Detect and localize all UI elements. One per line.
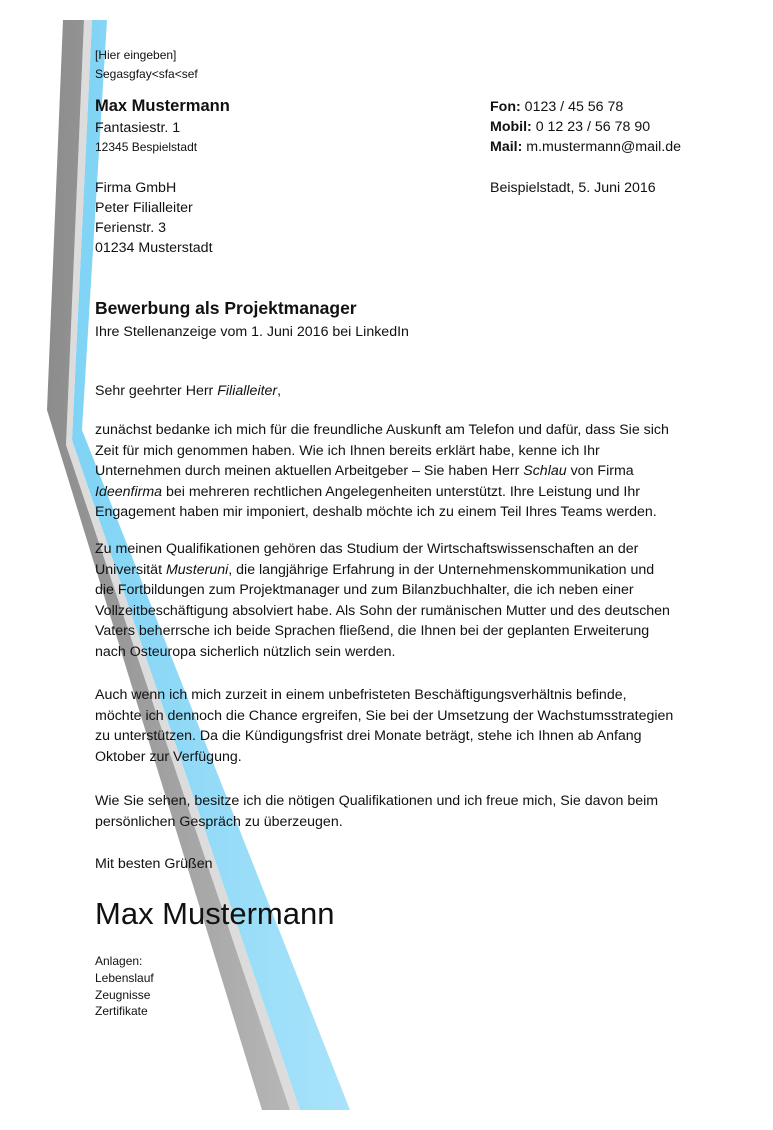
letter-date: Beispielstadt, 5. Juni 2016 <box>490 180 656 196</box>
recipient-company: Firma GmbH <box>95 180 177 196</box>
closing: Mit besten Grüßen <box>95 856 213 872</box>
paragraph-line: zunächst bedanke ich mich für die freundliche Auskunft am Telefon und dafür, dass Sie sich <box>95 422 669 438</box>
paragraph-line: zu unterstützen. Da die Kündigungsfrist drei Monate beträgt, stehe ich Ihnen ab Anfang <box>95 728 642 745</box>
paragraph-line: persönlichen Gespräch zu überzeugen. <box>95 813 343 830</box>
placeholder-line-2[interactable]: Segasgfay<sfa<sef <box>95 67 198 81</box>
paragraph-line: nach Osteuropa sicherlich nützlich sein werden. <box>95 643 396 660</box>
paragraph-line: die Fortbildungen zum Projektmanager und zum Bilanzbuchhalter, die ich neben einer <box>95 582 634 599</box>
paragraph-line: möchte ich dennoch die Chance ergreifen, Sie bei der Umsetzung der Wachstumsstrategien <box>95 707 674 724</box>
salutation-name: Filialleiter <box>217 383 278 399</box>
attachments-heading: Anlagen: <box>95 954 143 968</box>
attachment-item: Zeugnisse <box>95 988 151 1002</box>
paragraph-line: Vollzeitbeschäftigung absolviert habe. Als Sohn der rumänischen Mutter und des deutschen <box>95 602 670 619</box>
fon-value: 0123 / 45 56 78 <box>520 99 624 115</box>
text-run: bei mehreren rechtlichen Angelegenheiten unterstützt. Ihre Leistung und Ihr <box>162 483 640 500</box>
text-run-italic: Musteruni <box>165 561 229 578</box>
paragraph-line: Wie Sie sehen, besitze ich die nötigen Qualifikationen und ich freue mich, Sie davon beim <box>95 793 659 809</box>
paragraph-line: Engagement haben mir imponiert, deshalb möchte ich zu einem Teil Ihres Teams werden. <box>95 504 657 521</box>
sender-name: Max Mustermann <box>95 97 230 115</box>
recipient-city: 01234 Musterstadt <box>95 240 213 256</box>
paragraph-line <box>95 560 715 581</box>
salutation-suffix: , <box>277 383 282 399</box>
subject-title: Bewerbung als Projektmanager <box>95 298 357 318</box>
paragraph-1 <box>95 420 715 523</box>
contact-fon <box>490 97 623 117</box>
paragraph-4 <box>95 791 715 832</box>
sender-city: 12345 Bespielstadt <box>95 140 198 154</box>
subject-reference: Ihre Stellenanzeige vom 1. Juni 2016 bei LinkedIn <box>95 324 409 340</box>
contact-mobil <box>490 117 650 137</box>
paragraph-line: Vaters beherrsche ich beide Sprachen fließend, die Ihnen bei der geplanten Erweiterung <box>95 623 650 640</box>
paragraph-line <box>95 461 715 482</box>
mail-value[interactable]: m.mustermann@mail.de <box>522 139 682 155</box>
text-run: , die langjährige Erfahrung in der Unternehmenskommunikation und <box>228 561 655 578</box>
fon-label: Fon: <box>490 99 521 115</box>
mobil-label: Mobil: <box>490 119 532 135</box>
attachment-item: Lebenslauf <box>95 971 154 985</box>
paragraph-line: Oktober zur Verfügung. <box>95 748 242 765</box>
signature: Max Mustermann <box>95 896 335 931</box>
text-run: Unternehmen durch meinen aktuellen Arbeitgeber – Sie haben Herr <box>95 463 524 480</box>
placeholder-line-1[interactable]: [Hier eingeben] <box>95 48 177 62</box>
text-run-italic: Ideenfirma <box>95 483 163 500</box>
text-run: von Firma <box>566 463 634 480</box>
text-run: Universität <box>95 561 166 578</box>
paragraph-line: Zeit für mich genommen haben. Wie ich Ihnen bereits erklärt habe, kenne ich Ihr <box>95 442 600 459</box>
paragraph-line <box>95 482 715 503</box>
recipient-street: Ferienstr. 3 <box>95 220 166 236</box>
sender-street: Fantasiestr. 1 <box>95 120 181 136</box>
salutation-prefix: Sehr geehrter Herr <box>95 383 218 399</box>
paragraph-2 <box>95 539 715 663</box>
contact-mail <box>490 137 681 157</box>
recipient-person: Peter Filialleiter <box>95 200 193 216</box>
mobil-value: 0 12 23 / 56 78 90 <box>531 119 651 135</box>
paragraph-line: Zu meinen Qualifikationen gehören das Studium der Wirtschaftswissenschaften an der <box>95 541 639 557</box>
attachment-item: Zertifikate <box>95 1004 148 1018</box>
text-run-italic: Schlau <box>523 463 567 480</box>
paragraph-3 <box>95 685 715 767</box>
mail-label: Mail: <box>490 139 523 155</box>
salutation <box>95 381 281 401</box>
paragraph-line: Auch wenn ich mich zurzeit in einem unbefristeten Beschäftigungsverhältnis befinde, <box>95 687 627 703</box>
